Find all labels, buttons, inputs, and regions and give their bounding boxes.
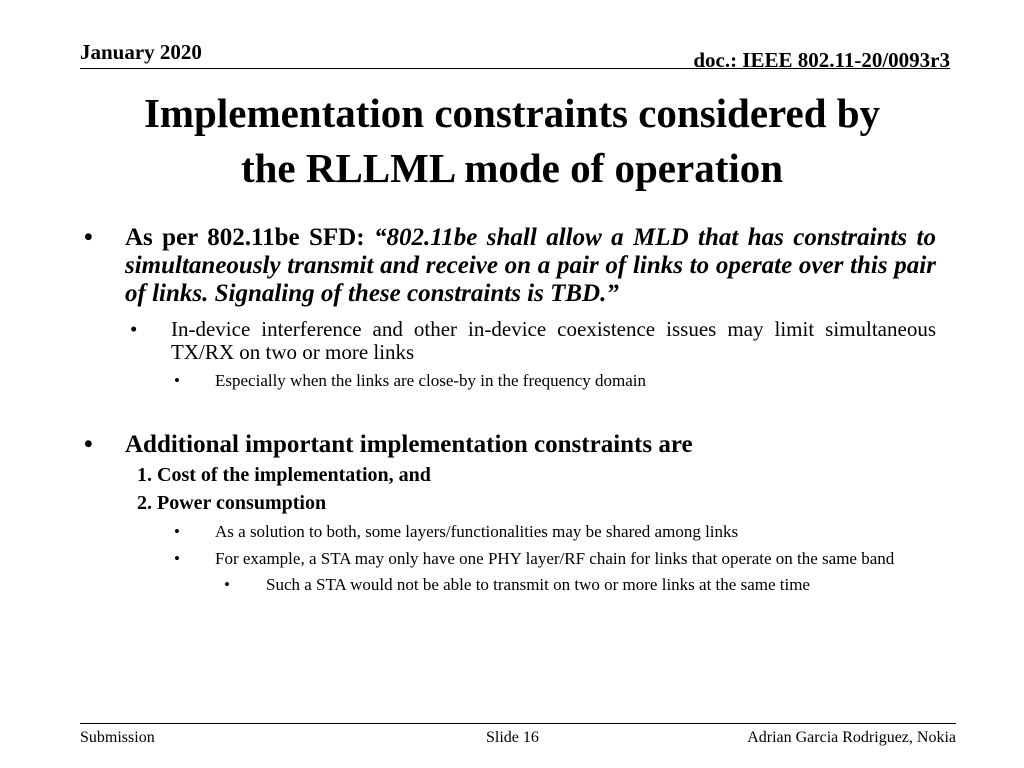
bullet-interference-text: In-device interference and other in-device coexistence issues may limit simultaneous TX/RX on two or more links <box>171 317 936 364</box>
numbered-item-power: 2. Power consumption <box>137 492 327 514</box>
slide-body <box>84 224 936 595</box>
footer-slide-number: Slide 16 <box>486 729 539 746</box>
slide-title <box>60 86 964 196</box>
spacer <box>84 391 936 431</box>
bullet-sta-limitation <box>224 575 936 595</box>
footer-author: Adrian Garcia Rodriguez, Nokia <box>747 729 956 746</box>
bullet-interference <box>130 318 936 364</box>
bullet-additional-constraints <box>84 431 936 459</box>
bullet-additional-constraints-text: Additional important implementation constraints are <box>125 431 693 458</box>
bullet-icon: • <box>130 317 138 341</box>
header-divider <box>80 68 950 69</box>
bullet-sfd-lead: As per 802.11be SFD: <box>125 224 374 251</box>
footer-submission: Submission <box>80 729 155 746</box>
header-doc-id: doc.: IEEE 802.11-20/0093r3 <box>693 48 950 72</box>
bullet-icon: • <box>84 431 93 458</box>
bullet-sta-limitation-text: Such a STA would not be able to transmit on two or more links at the same time <box>266 575 810 594</box>
footer-divider <box>80 723 956 724</box>
bullet-close-by-text: Especially when the links are close-by in the frequency domain <box>215 371 646 390</box>
bullet-close-by <box>174 371 936 391</box>
header-date: January 2020 <box>80 40 202 64</box>
bullet-icon: • <box>174 371 180 390</box>
bullet-icon: • <box>84 224 93 251</box>
bullet-shared-layers-text: As a solution to both, some layers/functionalities may be shared among links <box>215 522 739 541</box>
bullet-phy-example <box>174 549 936 569</box>
slide-title-line-1: Implementation constraints considered by <box>143 90 881 136</box>
bullet-phy-example-text: For example, a STA may only have one PHY layer/RF chain for links that operate on the same band <box>215 549 895 568</box>
bullet-sfd <box>84 224 936 308</box>
bullet-icon: • <box>224 575 230 594</box>
bullet-icon: • <box>174 522 180 541</box>
slide-title-line-2: the RLLML mode of operation <box>240 145 784 191</box>
numbered-item-cost: 1. Cost of the implementation, and <box>137 464 431 486</box>
bullet-sfd-quote: “802.11be shall allow a MLD that has constraints to simultaneously transmit and receive on a pair of links to operate over this pair of links. Signaling of these constraints is TBD.” <box>125 224 936 307</box>
bullet-shared-layers <box>174 522 936 542</box>
bullet-icon: • <box>174 549 180 568</box>
